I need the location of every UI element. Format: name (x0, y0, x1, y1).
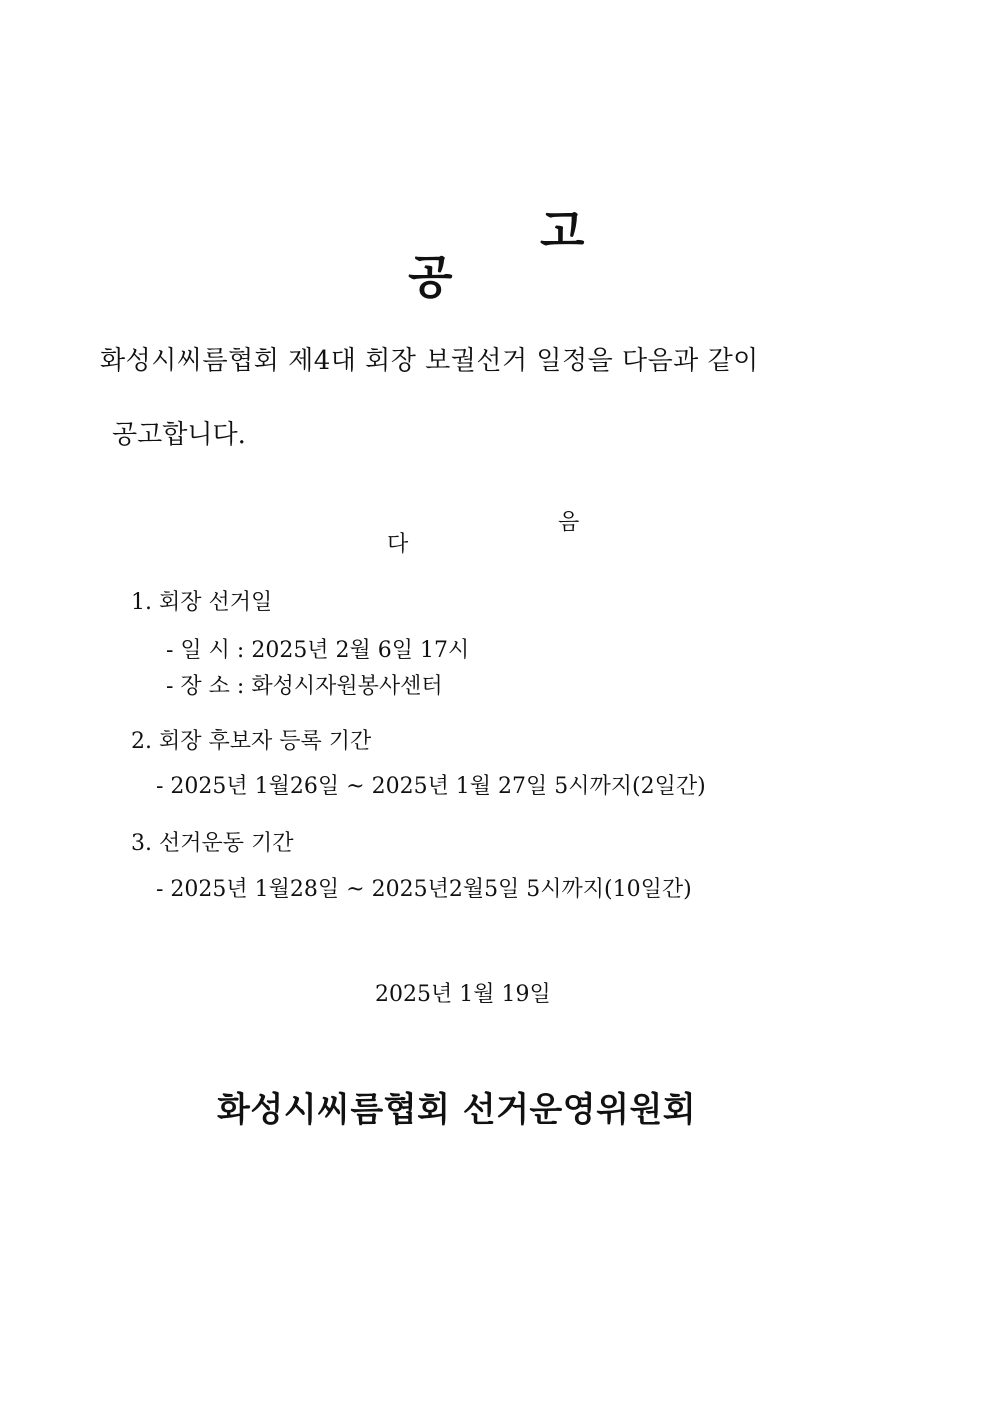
section-3-period: - 2025년 1월28일 ~ 2025년2월5일 5시까지(10일간) (156, 877, 692, 902)
intro-line-2: 공고합니다. (112, 420, 246, 450)
section-1-datetime: - 일 시 : 2025년 2월 6일 17시 (166, 638, 470, 663)
organization-name: 화성시씨름협회 선거운영위원회 (217, 1090, 697, 1130)
title-char-2: 고 (540, 204, 585, 258)
heading-char-2: 음 (558, 510, 580, 535)
notice-title (344, 204, 585, 346)
heading-char-1: 다 (386, 532, 409, 557)
section-2-heading: 2. 회장 후보자 등록 기간 (131, 729, 372, 754)
title-char-1: 공 (408, 250, 453, 304)
section-1-heading: 1. 회장 선거일 (131, 590, 273, 615)
section-2-period: - 2025년 1월26일 ~ 2025년 1월 27일 5시까지(2일간) (156, 774, 706, 799)
section-3-heading: 3. 선거운동 기간 (131, 831, 294, 856)
intro-line-1: 화성시씨름협회 제4대 회장 보궐선거 일정을 다음과 같이 (100, 346, 759, 376)
details-heading (359, 510, 580, 578)
notice-date: 2025년 1월 19일 (375, 982, 551, 1007)
section-1-location: - 장 소 : 화성시자원봉사센터 (166, 674, 443, 699)
